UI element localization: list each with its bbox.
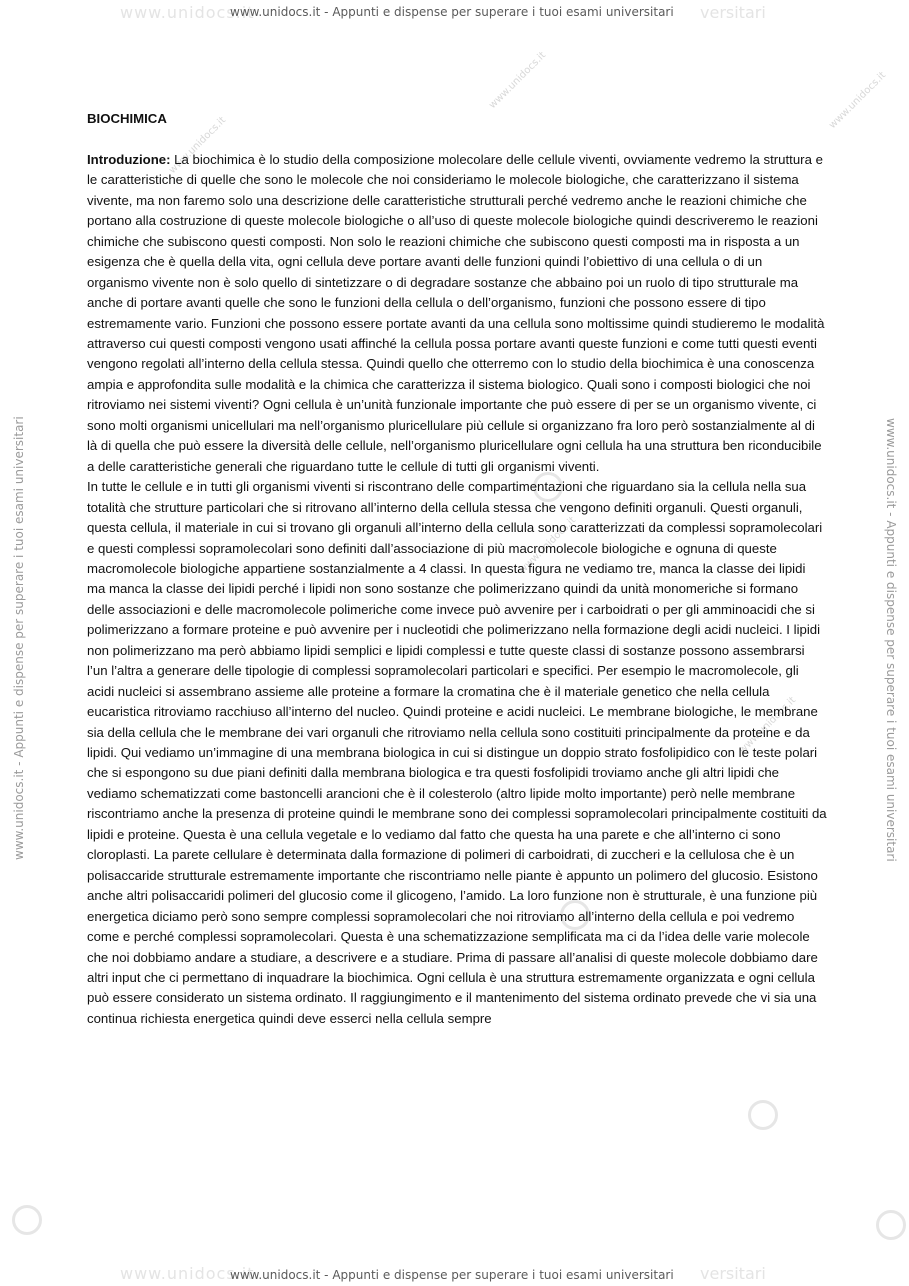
left-margin-watermark: www.unidocs.it - Appunti e dispense per superare i tuoi esami universitari [12, 416, 26, 860]
watermark-faint-bottom: www.unidocs.it [120, 1264, 255, 1283]
watermark-seal-icon [12, 1205, 42, 1235]
intro-label: Introduzione: [87, 151, 171, 167]
title-spacer [87, 129, 827, 149]
document-title: BIOCHIMICA [87, 111, 167, 126]
watermark-faint-top-tail: versitari [700, 3, 766, 22]
diagonal-watermark-4: www.unidocs.it [737, 694, 799, 757]
diagonal-watermark-5: www.unidocs.it [827, 69, 889, 132]
footer-watermark: www.unidocs.it - Appunti e dispense per superare i tuoi esami universitari [230, 1268, 674, 1282]
watermark-faint-top-text: www.unidocs.it [120, 3, 255, 22]
diagonal-watermark-1: www.unidocs.it [167, 114, 229, 177]
diagonal-watermark-3: www.unidocs.it [517, 514, 579, 577]
watermark-seal-icon [748, 1100, 778, 1130]
paragraph-2: In tutte le cellule e in tutti gli organismi viventi si riscontrano delle compartimentazioni che riguardano sia la cellula nella sua totalità che strutture particolari che si ritrovano all’interno della cellula stessa che vengono definiti organuli. Questi organuli, questa cellula, il materiale in cui si trovano gli organuli all’interno della cellula sono caratterizzati da complessi sopramolecolari e questi complessi sopramolecolari sono definiti dall’associazione di più macromolecole biologiche e ognuna di queste macromolecole biologiche appartiene sostanzialmente a 4 classi. In questa figura ne vediamo tre, manca la classe dei lipidi ma manca la classe dei lipidi perché i lipidi non sono sostanze che polimerizzano quindi da unità monomeriche si formano delle associazioni e delle macromolecole polimeriche come invece può avvenire per i carboidrati o per gli amminoacidi che si polimerizzano a formare proteine e può avvenire per i nucleotidi che polimerizzano nella formazione degli acidi nucleici. I lipidi non polimerizzano ma però abbiamo lipidi semplici e lipidi complessi e tutte queste classi di sostanze possono assembrarsi l’un l’altra a generare delle tipologie di complessi sopramolecolari particolari e specifici. Per esempio le macromolecole, gli acidi nucleici si assembrano assieme alle proteine a formare la cromatina che è il materiale genetico che nella cellula eucaristica ritroviamo racchiuso all’interno del nucleo. Quindi proteine e acidi nucleici. Le membrane biologiche, le membrane sia della cellula che le membrane dei vari organuli che ritroviamo nella cellula sono costituiti principalmente da proteine e da lipidi. Qui vediamo un’immagine di una membrana biologica in cui si distingue un doppio strato fosfolipidico con le teste polari che si espongono su due piani definiti dalla membrana biologica e tra questi fosfolipidi troviamo anche gli altri lipidi che vediamo schematizzati come bastoncelli arancioni che è il colesterolo (altro lipide molto importante) però nelle membrane riscontriamo anche la presenza di proteine quindi le membrane sono dei complessi sopramolecolari principalmente costituiti da lipidi e proteine. Questa è una cellula vegetale e lo vediamo dal fatto che questa ha una parete e che all’interno ci sono cloroplasti. La parete cellulare è determinata dalla formazione di polimeri di carboidrati, di zuccheri e la cellulosa che è un polisaccaride strutturale estremamente importante che riscontriamo nelle piante è appunto un polimero del glucosio. Esistono anche altri polisaccaridi polimeri del glucosio come il glicogeno, l’amido. La loro funzione non è strutturale, è una funzione più energetica diciamo però sono sempre complessi sopramolecolari che noi ritroviamo all’interno della cellula e poi vedremo come e perché complessi sopramolecolari. Questa è una schematizzazione semplificata ma ci da l’idea delle varie molecole che noi dobbiamo andare a studiare, a descrivere e a studiare. Prima di passare all’analisi di queste molecole dobbiamo dare altri input che ci permettano di inquadrare la biochimica. Ogni cellula è una struttura estremamente organizzata e ogni cellula può essere considerato un sistema ordinato. Il raggiungimento e il mantenimento del sistema ordinato prevede che vi sia una continua richiesta energetica quindi deve esserci nella cellula sempre [87, 479, 827, 1026]
paragraph-introduction [87, 150, 827, 477]
watermark-faint-bottom-tail: versitari [700, 1264, 766, 1283]
diagonal-watermark-2: www.unidocs.it [487, 49, 549, 112]
header-watermark: www.unidocs.it - Appunti e dispense per superare i tuoi esami universitari [230, 5, 674, 19]
paragraph-1-text: La biochimica è lo studio della composizione molecolare delle cellule viventi, ovviamente vedremo la struttura e le caratteristiche di quelle che sono le molecole che noi consideriamo le molecole biologiche, che caratterizzano il sistema vivente, ma non faremo solo una descrizione delle caratteristiche strutturali perché vedremo anche le reazioni chimiche che portano alla costruzione di queste molecole biologiche o all’uso di queste molecole biologiche quindi descriveremo le reazioni chimiche che subiscono questi composti. Non solo le reazioni chimiche che subiscono questi composti ma in risposta a un esigenza che è quella della vita, ogni cellula deve portare avanti delle funzioni quindi l’obiettivo di una cellula o di un organismo vivente non è solo quello di sintetizzare o di degradare sostanze che abbaino poi un ruolo di tipo strutturale ma anche di portare avanti quelle che sono le funzioni della cellula o dell’organismo, funzioni che possono essere di tipo estremamente vario. Funzioni che possono essere portate avanti da una cellula sono moltissime quindi studieremo le modalità attraverso cui questi composti vengono usati affinché la cellula possa portare avanti queste funzioni e come tutti questi eventi vengono regolati all’interno della cellula stessa. Quindi quello che otterremo con lo studio della biochimica è una conoscenza ampia e approfondita sulle modalità e la chimica che caratterizza il sistema biologico. Quali sono i composti biologici che noi ritroviamo nei sistemi viventi? Ogni cellula è un’unità funzionale importante che può essere di per se un organismo vivente, ci sono molti organismi unicellulari ma nell’organismo pluricellulare più cellule si organizzano fra loro però sostanzialmente al di là di quella che può essere la diversità delle cellule, nell’organismo pluricellulare ogni cellula ha una struttura ben riconducibile a delle caratteristiche generali che riguardano tutte le cellule di tutti gli organismi viventi. [87, 151, 825, 474]
right-margin-watermark: www.unidocs.it - Appunti e dispense per superare i tuoi esami universitari [884, 418, 898, 862]
watermark-seal-icon [876, 1210, 906, 1240]
document-body [87, 109, 827, 1029]
